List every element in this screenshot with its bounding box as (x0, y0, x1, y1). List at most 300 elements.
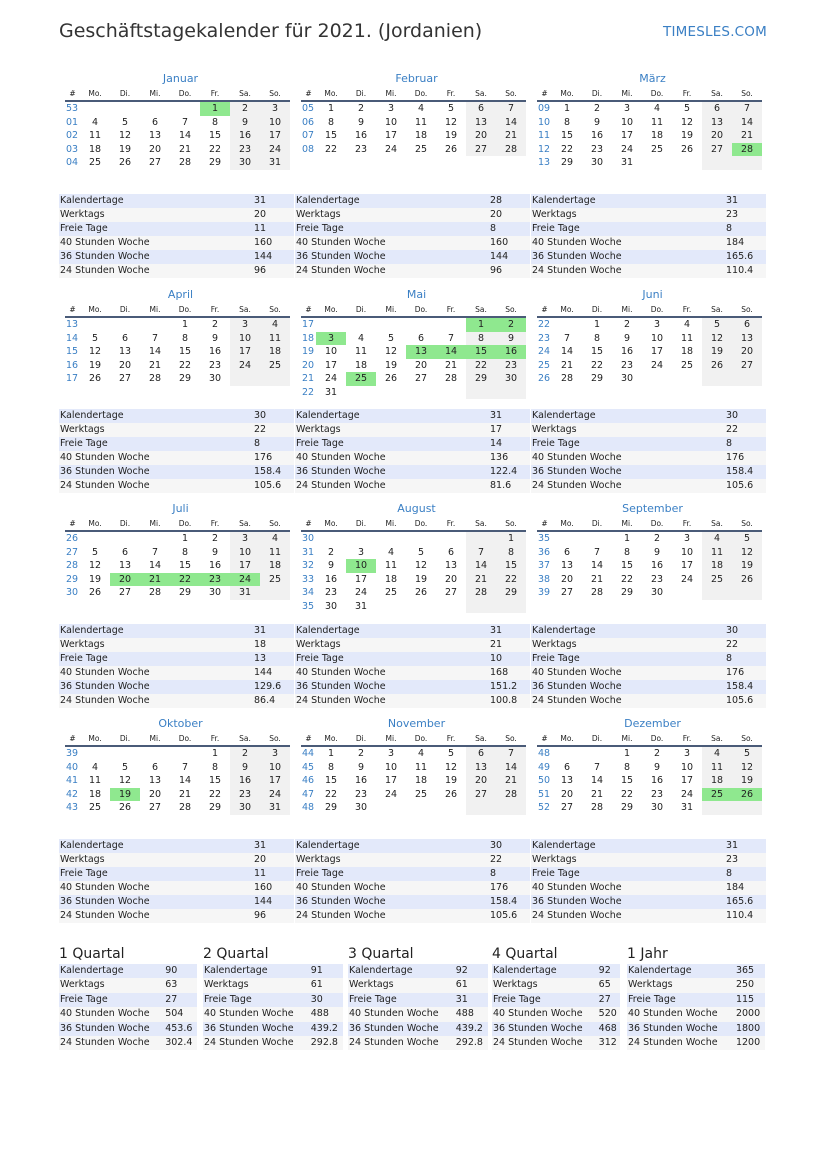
weekday-header: Sa. (230, 303, 260, 317)
day-cell: 13 (148, 130, 162, 141)
week-row (65, 573, 290, 587)
day-cell: 8 (327, 761, 335, 773)
weekday-header: So. (496, 732, 526, 746)
week-number: 32 (302, 560, 315, 571)
stat-value: 1200 (735, 1036, 765, 1050)
stat-label: 40 Stunden Woche (203, 1007, 310, 1021)
weekday-header: Mo. (80, 732, 110, 746)
stats-row (531, 867, 766, 881)
day-cell: 2 (357, 103, 365, 114)
day-cell: 29 (620, 587, 634, 598)
stats-row (295, 250, 530, 264)
stat-label: 24 Stunden Woche (59, 694, 253, 708)
stat-value: 453.6 (164, 1022, 197, 1036)
week-number-header: # (65, 87, 80, 101)
day-cell: 16 (650, 560, 664, 571)
stat-value: 2000 (735, 1007, 765, 1021)
day-cell: 10 (384, 116, 398, 128)
day-cell: 10 (324, 346, 338, 357)
day-cell: 31 (324, 386, 338, 398)
month-stats (295, 194, 530, 278)
day-cell: 13 (702, 116, 732, 130)
week-number: 02 (66, 130, 79, 141)
stat-value: 63 (164, 978, 197, 992)
stat-value: 31 (725, 194, 766, 208)
stats-row (531, 680, 766, 694)
stats-row (295, 423, 530, 437)
day-cell (732, 801, 762, 815)
month-grid (65, 303, 290, 386)
day-cell: 3 (260, 101, 290, 116)
brand-logo-text[interactable]: TIMESLES.COM (663, 24, 767, 40)
summary-block (492, 945, 620, 1050)
day-cell: 6 (447, 546, 455, 558)
day-cell: 20 (560, 788, 574, 800)
day-cell (702, 586, 732, 600)
day-cell: 7 (563, 332, 571, 344)
stats-row (59, 236, 294, 250)
holiday-day-cell: 3 (316, 332, 346, 346)
day-cell: 21 (466, 573, 496, 587)
day-cell: 10 (230, 546, 260, 560)
day-cell: 11 (414, 761, 428, 773)
stat-value: 110.4 (725, 264, 766, 278)
stat-value: 17 (489, 423, 530, 437)
day-cell: 27 (414, 373, 428, 384)
stat-value: 22 (489, 853, 530, 867)
weekday-header: Mi. (376, 517, 406, 531)
week-row (301, 359, 526, 373)
stat-label: 36 Stunden Woche (295, 465, 489, 479)
day-cell (110, 746, 140, 761)
day-cell: 7 (181, 116, 189, 128)
day-cell: 31 (680, 802, 694, 813)
weekday-header: Do. (642, 732, 672, 746)
stat-value: 160 (489, 236, 530, 250)
day-cell: 15 (590, 346, 604, 357)
day-cell: 14 (590, 560, 604, 571)
stat-label: 40 Stunden Woche (59, 881, 253, 895)
day-cell: 28 (590, 587, 604, 598)
day-cell (466, 386, 496, 400)
day-cell: 2 (593, 103, 601, 114)
day-cell: 4 (387, 546, 395, 558)
day-cell: 23 (650, 788, 664, 800)
day-cell: 16 (208, 560, 222, 571)
stat-value: 22 (725, 423, 766, 437)
day-cell: 15 (496, 559, 526, 573)
stats-row (59, 993, 197, 1007)
stat-value: 91 (310, 964, 343, 978)
day-cell: 10 (260, 116, 290, 130)
day-cell: 5 (121, 761, 129, 773)
stat-label: Werktags (59, 638, 253, 652)
day-cell (376, 531, 406, 546)
month-calendar-7 (65, 501, 290, 600)
day-cell: 15 (324, 775, 338, 786)
day-cell: 19 (732, 774, 762, 788)
stat-label: Werktags (59, 853, 253, 867)
holiday-day-cell: 23 (200, 573, 230, 587)
holiday-day-cell: 16 (496, 345, 526, 359)
day-cell: 13 (148, 775, 162, 786)
day-cell: 12 (444, 761, 458, 773)
day-cell: 17 (230, 559, 260, 573)
stat-label: Freie Tage (295, 867, 489, 881)
weekday-header: Mo. (552, 732, 582, 746)
holiday-day-cell: 1 (466, 317, 496, 332)
weekday-header: Mi. (612, 87, 642, 101)
stat-value: 292.8 (310, 1036, 343, 1050)
day-cell: 2 (653, 533, 661, 544)
month-name: Februar (395, 72, 438, 85)
day-cell: 18 (702, 774, 732, 788)
summary-stats (59, 964, 197, 1050)
day-cell: 2 (357, 748, 365, 759)
day-cell (170, 746, 200, 761)
day-cell: 11 (260, 546, 290, 560)
weekday-header: Do. (642, 303, 672, 317)
week-number: 24 (538, 346, 551, 357)
stat-label: 36 Stunden Woche (203, 1022, 310, 1036)
stat-value: 8 (725, 437, 766, 451)
day-cell: 11 (354, 346, 368, 357)
day-cell: 18 (702, 559, 732, 573)
weekday-header: Mi. (140, 303, 170, 317)
day-cell: 29 (208, 157, 222, 168)
day-cell: 27 (560, 802, 574, 813)
week-number: 26 (66, 533, 79, 544)
day-cell (436, 317, 466, 332)
stat-value: 31 (489, 624, 530, 638)
weekday-header: Sa. (230, 732, 260, 746)
week-number: 39 (66, 748, 79, 759)
week-number-header: # (65, 732, 80, 746)
month-stats (531, 839, 766, 923)
holiday-day-cell: 13 (406, 345, 436, 359)
day-cell: 29 (178, 587, 192, 598)
week-number: 22 (302, 386, 315, 398)
week-number: 06 (302, 116, 315, 128)
weekday-header: Sa. (466, 87, 496, 101)
day-cell: 27 (148, 802, 162, 813)
stats-row (59, 222, 294, 236)
day-cell (466, 531, 496, 546)
week-number: 10 (538, 116, 551, 128)
day-cell: 12 (702, 332, 732, 346)
week-row (537, 559, 762, 573)
week-number: 31 (302, 546, 315, 558)
week-number-header: # (301, 732, 316, 746)
day-cell: 20 (560, 573, 574, 585)
weekday-header: Fr. (200, 732, 230, 746)
weekday-header: Mo. (316, 517, 346, 531)
week-number-header: # (537, 732, 552, 746)
stats-row (59, 909, 294, 923)
stats-row (627, 964, 765, 978)
weekday-header: Do. (406, 303, 436, 317)
day-cell: 16 (354, 130, 368, 141)
day-cell: 10 (650, 332, 664, 344)
stats-row (59, 437, 294, 451)
day-cell: 19 (444, 775, 458, 786)
month-grid (65, 732, 290, 815)
stat-value: 176 (253, 451, 294, 465)
week-number-header: # (65, 517, 80, 531)
stat-value: 115 (735, 993, 765, 1007)
stat-label: 36 Stunden Woche (59, 895, 253, 909)
day-cell: 9 (211, 332, 219, 344)
day-cell: 2 (211, 533, 219, 544)
day-cell: 12 (118, 130, 132, 141)
stats-row (531, 909, 766, 923)
stat-label: Kalendertage (59, 624, 253, 638)
day-cell: 20 (414, 359, 428, 371)
stats-row (295, 194, 530, 208)
day-cell: 4 (683, 319, 691, 330)
day-cell (496, 600, 526, 614)
stat-label: 36 Stunden Woche (59, 465, 253, 479)
day-cell (346, 386, 376, 400)
day-cell: 15 (178, 346, 192, 357)
day-cell: 1 (563, 103, 571, 114)
stat-label: 24 Stunden Woche (59, 264, 253, 278)
stat-value: 144 (253, 250, 294, 264)
day-cell: 29 (466, 372, 496, 386)
day-cell: 4 (702, 531, 732, 546)
day-cell: 3 (230, 317, 260, 332)
day-cell: 14 (496, 761, 526, 775)
week-number: 37 (538, 560, 551, 571)
week-row (301, 129, 526, 143)
weekday-header: So. (732, 303, 762, 317)
week-number: 12 (538, 143, 551, 155)
stat-label: 24 Stunden Woche (531, 264, 725, 278)
day-cell (140, 531, 170, 546)
weekday-header: Fr. (436, 732, 466, 746)
day-cell: 22 (178, 359, 192, 371)
day-cell: 15 (178, 560, 192, 571)
day-cell: 6 (121, 332, 129, 344)
day-cell: 21 (496, 774, 526, 788)
day-cell: 30 (208, 587, 222, 598)
stats-row (59, 666, 294, 680)
week-row (65, 156, 290, 170)
stat-label: Kalendertage (295, 194, 489, 208)
stats-row (59, 423, 294, 437)
week-number: 41 (66, 775, 79, 786)
stat-label: Werktags (295, 638, 489, 652)
week-number: 45 (302, 761, 315, 773)
day-cell: 20 (444, 573, 458, 585)
week-row (301, 774, 526, 788)
stat-label: Kalendertage (627, 964, 735, 978)
stat-label: Werktags (531, 853, 725, 867)
week-row (537, 156, 762, 170)
stats-row (59, 867, 294, 881)
stat-label: Kalendertage (295, 839, 489, 853)
week-number: 16 (66, 359, 79, 371)
stat-label: Freie Tage (531, 437, 725, 451)
day-cell: 24 (680, 573, 694, 585)
stats-row (627, 978, 765, 992)
stat-value: 144 (253, 895, 294, 909)
stats-row (59, 624, 294, 638)
stat-label: Kalendertage (59, 194, 253, 208)
day-cell: 3 (683, 748, 691, 759)
day-cell: 21 (178, 788, 192, 800)
stat-label: 36 Stunden Woche (492, 1022, 598, 1036)
stats-row (295, 666, 530, 680)
weekday-header: Mo. (316, 87, 346, 101)
day-cell: 28 (496, 788, 526, 802)
day-cell: 17 (680, 560, 694, 571)
stat-value: 158.4 (725, 465, 766, 479)
stat-value: 92 (455, 964, 488, 978)
day-cell (376, 317, 406, 332)
day-cell: 17 (260, 129, 290, 143)
day-cell: 22 (620, 788, 634, 800)
stat-label: 36 Stunden Woche (531, 250, 725, 264)
week-number: 17 (66, 373, 79, 384)
stat-label: Kalendertage (59, 409, 253, 423)
day-cell: 4 (91, 116, 99, 128)
week-row (65, 801, 290, 815)
week-row (65, 143, 290, 157)
stats-row (295, 236, 530, 250)
day-cell: 5 (121, 116, 129, 128)
day-cell: 11 (384, 560, 398, 571)
month-name: April (167, 288, 194, 301)
day-cell: 8 (623, 761, 631, 773)
day-cell: 5 (683, 103, 691, 114)
holiday-day-cell: 25 (346, 372, 376, 386)
day-cell: 16 (354, 775, 368, 786)
week-row (301, 531, 526, 546)
stat-value: 30 (489, 839, 530, 853)
stat-label: Werktags (531, 423, 725, 437)
holiday-day-cell: 25 (702, 788, 732, 802)
day-cell: 21 (178, 143, 192, 155)
week-number: 36 (538, 546, 551, 558)
week-number: 46 (302, 775, 315, 786)
day-cell: 1 (496, 531, 526, 546)
day-cell: 23 (324, 587, 338, 598)
stat-label: 36 Stunden Woche (59, 680, 253, 694)
weekday-header: Do. (642, 517, 672, 531)
weekday-header: Fr. (672, 517, 702, 531)
stat-value: 31 (455, 993, 488, 1007)
holiday-day-cell: 28 (732, 143, 762, 157)
week-number: 25 (538, 359, 551, 371)
day-cell: 23 (496, 359, 526, 373)
weekday-header: So. (496, 303, 526, 317)
stat-value: 176 (489, 881, 530, 895)
stat-value: 20 (253, 853, 294, 867)
day-cell: 3 (683, 533, 691, 544)
weekday-header: Fr. (200, 303, 230, 317)
day-cell: 1 (593, 319, 601, 330)
day-cell: 29 (208, 802, 222, 813)
week-row (301, 746, 526, 761)
stat-label: Kalendertage (203, 964, 310, 978)
day-cell (642, 372, 672, 386)
day-cell (140, 746, 170, 761)
day-cell: 21 (444, 359, 458, 371)
weekday-header: Fr. (672, 303, 702, 317)
week-row (301, 386, 526, 400)
month-name: Juni (642, 288, 663, 301)
day-cell (496, 801, 526, 815)
day-cell: 17 (680, 775, 694, 786)
stats-row (531, 194, 766, 208)
stat-value: 96 (489, 264, 530, 278)
week-row (537, 531, 762, 546)
week-row (65, 788, 290, 802)
week-row (301, 101, 526, 116)
stat-label: Kalendertage (531, 409, 725, 423)
weekday-header: Do. (170, 732, 200, 746)
stat-value: 176 (725, 666, 766, 680)
stats-row (59, 1022, 197, 1036)
stats-row (531, 853, 766, 867)
day-cell: 22 (466, 359, 496, 373)
day-cell: 8 (181, 332, 189, 344)
holiday-day-cell: 14 (436, 345, 466, 359)
day-cell: 30 (496, 372, 526, 386)
day-cell: 2 (623, 319, 631, 330)
weekday-header: Mi. (376, 732, 406, 746)
stat-label: 40 Stunden Woche (531, 881, 725, 895)
holiday-day-cell: 1 (200, 101, 230, 116)
day-cell: 10 (680, 546, 694, 558)
day-cell (436, 801, 466, 815)
day-cell: 1 (327, 748, 335, 759)
day-cell (80, 317, 110, 332)
day-cell: 23 (208, 359, 222, 371)
day-cell: 17 (384, 775, 398, 786)
day-cell: 6 (563, 546, 571, 558)
stat-label: Freie Tage (59, 652, 253, 666)
stat-value: 110.4 (725, 909, 766, 923)
stat-value: 160 (253, 881, 294, 895)
day-cell: 23 (354, 143, 368, 155)
stat-value: 27 (598, 993, 620, 1007)
day-cell: 16 (324, 573, 338, 585)
day-cell: 28 (178, 802, 192, 813)
day-cell: 29 (560, 157, 574, 168)
week-number: 05 (302, 103, 315, 114)
stats-row (203, 978, 343, 992)
stat-label: 36 Stunden Woche (531, 465, 725, 479)
day-cell: 24 (620, 143, 634, 155)
stat-value: 90 (164, 964, 197, 978)
month-stats (295, 839, 530, 923)
stat-label: 36 Stunden Woche (295, 680, 489, 694)
weekday-header: Di. (582, 732, 612, 746)
stat-label: Kalendertage (59, 964, 164, 978)
stat-value: 31 (253, 839, 294, 853)
weekday-header: Do. (170, 517, 200, 531)
day-cell: 3 (387, 748, 395, 759)
stat-value: 136 (489, 451, 530, 465)
week-row (65, 332, 290, 346)
day-cell: 18 (260, 345, 290, 359)
day-cell: 26 (414, 587, 428, 598)
stat-value: 61 (310, 978, 343, 992)
weekday-header-row (301, 87, 526, 101)
weekday-header: Mi. (140, 732, 170, 746)
